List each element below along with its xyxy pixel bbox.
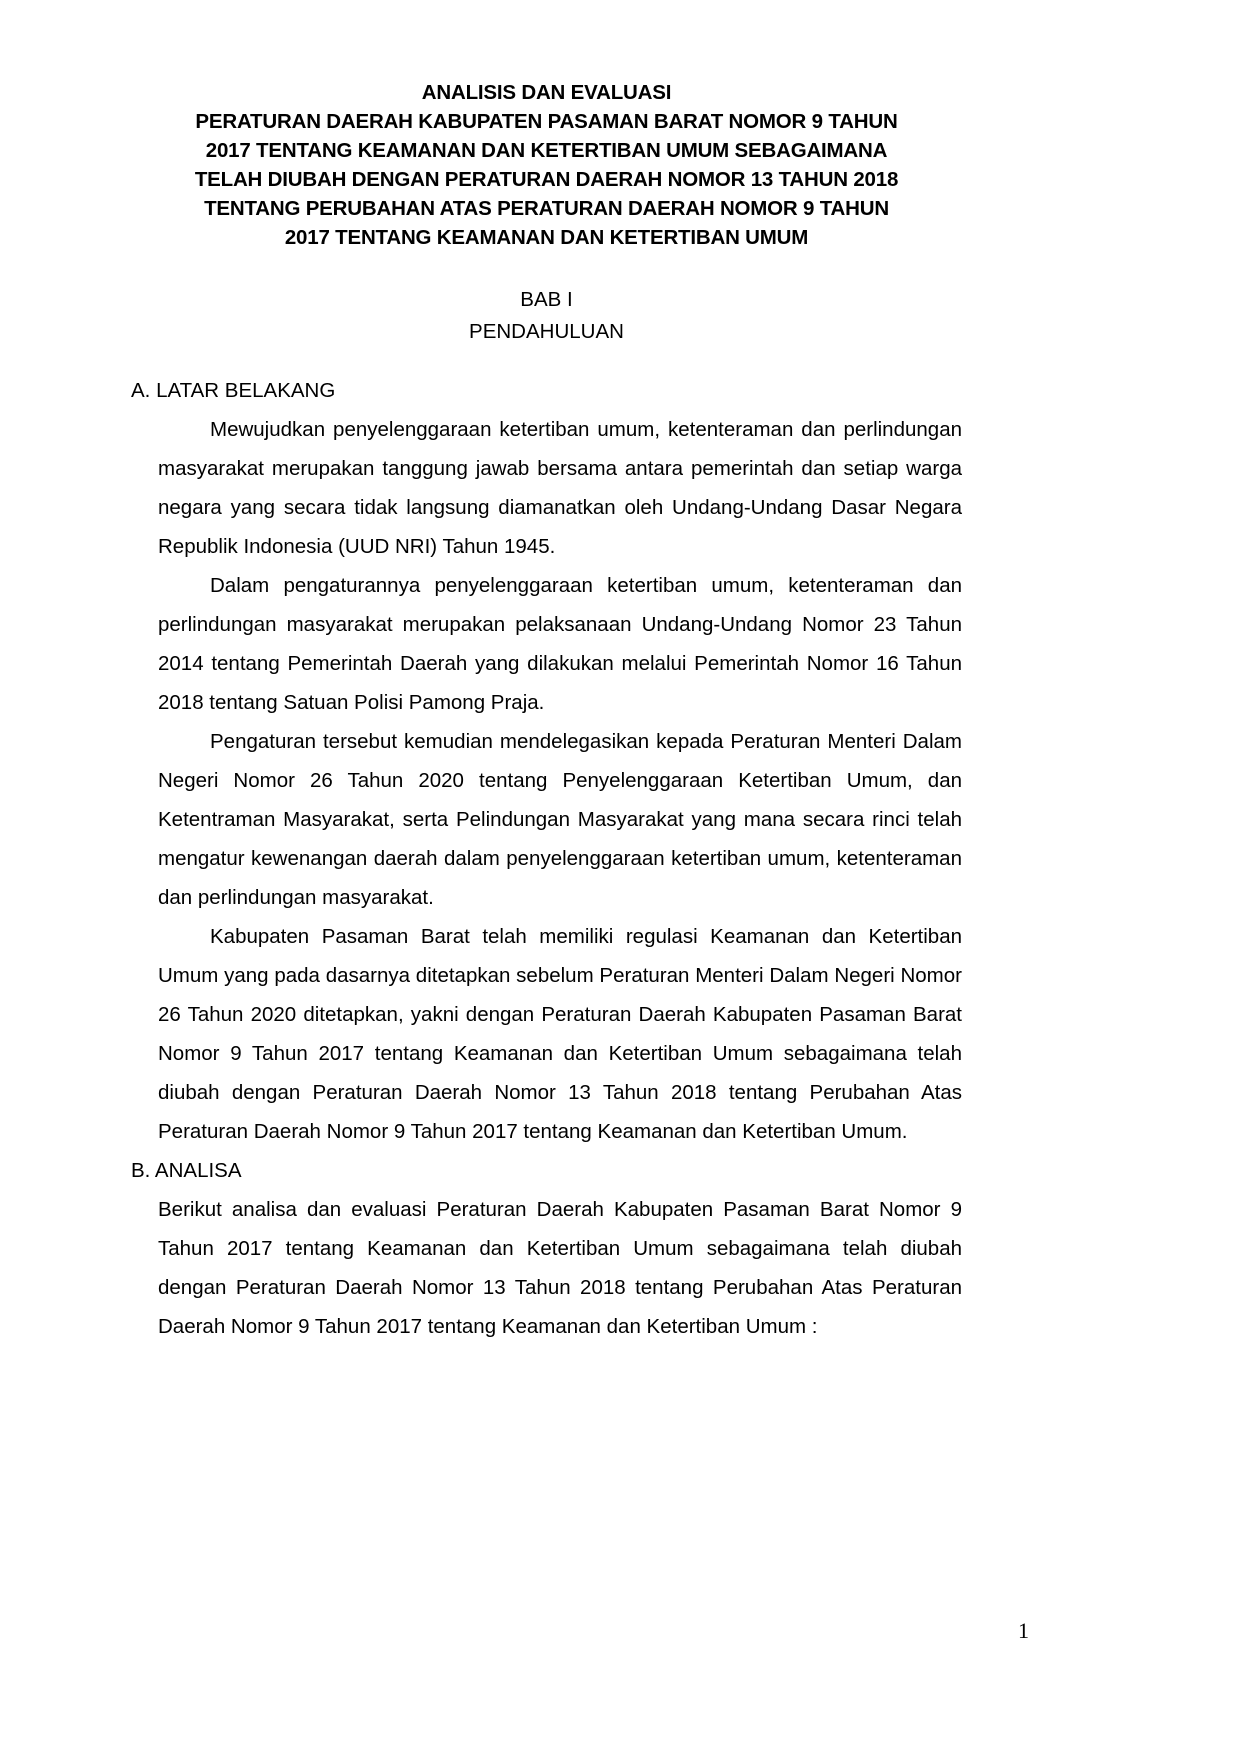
section-heading-analisa: B. ANALISA [131,1159,242,1182]
paragraph: Dalam pengaturannya penyelenggaraan ketertiban umum, ketenteraman dan perlindungan masyarakat merupakan pelaksanaan Undang-Undang Nomor 23 Tahun 2014 tentang Pemerintah Daerah yang dilakukan melalui Pemerintah Nomor 16 Tahun 2018 tentang Satuan Polisi Pamong Praja. [158,574,962,714]
chapter-name: PENDAHULUAN [469,320,624,343]
document-title [131,78,962,252]
page-content [131,78,962,1346]
title-line: ANALISIS DAN EVALUASI [421,81,672,104]
chapter-number: BAB I [520,288,573,311]
paragraph: Pengaturan tersebut kemudian mendelegasikan kepada Peraturan Menteri Dalam Negeri Nomor 26 Tahun 2020 tentang Penyelenggaraan Ketertiban Umum, dan Ketentraman Masyarakat, serta Pelindungan Masyarakat yang mana secara rinci telah mengatur kewenangan daerah dalam penyelenggaraan ketertiban umum, ketenteraman dan perlindungan masyarakat. [158,730,962,909]
title-line: TENTANG PERUBAHAN ATAS PERATURAN DAERAH NOMOR 9 TAHUN [204,197,889,220]
page-number: 1 [1018,1618,1029,1643]
title-line: 2017 TENTANG KEAMANAN DAN KETERTIBAN UMUM SEBAGAIMANA [205,139,888,162]
paragraph: Kabupaten Pasaman Barat telah memiliki regulasi Keamanan dan Ketertiban Umum yang pada dasarnya ditetapkan sebelum Peraturan Menteri Dalam Negeri Nomor 26 Tahun 2020 ditetapkan, yakni dengan Peraturan Daerah Kabupaten Pasaman Barat Nomor 9 Tahun 2017 tentang Keamanan dan Ketertiban Umum sebagaimana telah diubah dengan Peraturan Daerah Nomor 13 Tahun 2018 tentang Perubahan Atas Peraturan Daerah Nomor 9 Tahun 2017 tentang Keamanan dan Ketertiban Umum. [158,925,962,1143]
title-line: PERATURAN DAERAH KABUPATEN PASAMAN BARAT NOMOR 9 TAHUN [195,110,898,133]
paragraph: Berikut analisa dan evaluasi Peraturan Daerah Kabupaten Pasaman Barat Nomor 9 Tahun 2017 tentang Keamanan dan Ketertiban Umum sebagaimana telah diubah dengan Peraturan Daerah Nomor 13 Tahun 2018 tentang Perubahan Atas Peraturan Daerah Nomor 9 Tahun 2017 tentang Keamanan dan Ketertiban Umum : [158,1198,962,1338]
paragraph: Mewujudkan penyelenggaraan ketertiban umum, ketenteraman dan perlindungan masyarakat merupakan tanggung jawab bersama antara pemerintah dan setiap warga negara yang secara tidak langsung diamanatkan oleh Undang-Undang Dasar Negara Republik Indonesia (UUD NRI) Tahun 1945. [158,418,962,558]
section-heading-latar-belakang: A. LATAR BELAKANG [131,379,336,402]
chapter-heading [131,284,962,348]
title-line: 2017 TENTANG KEAMANAN DAN KETERTIBAN UMUM [284,226,809,249]
title-line: TELAH DIUBAH DENGAN PERATURAN DAERAH NOMOR 13 TAHUN 2018 [194,168,899,191]
